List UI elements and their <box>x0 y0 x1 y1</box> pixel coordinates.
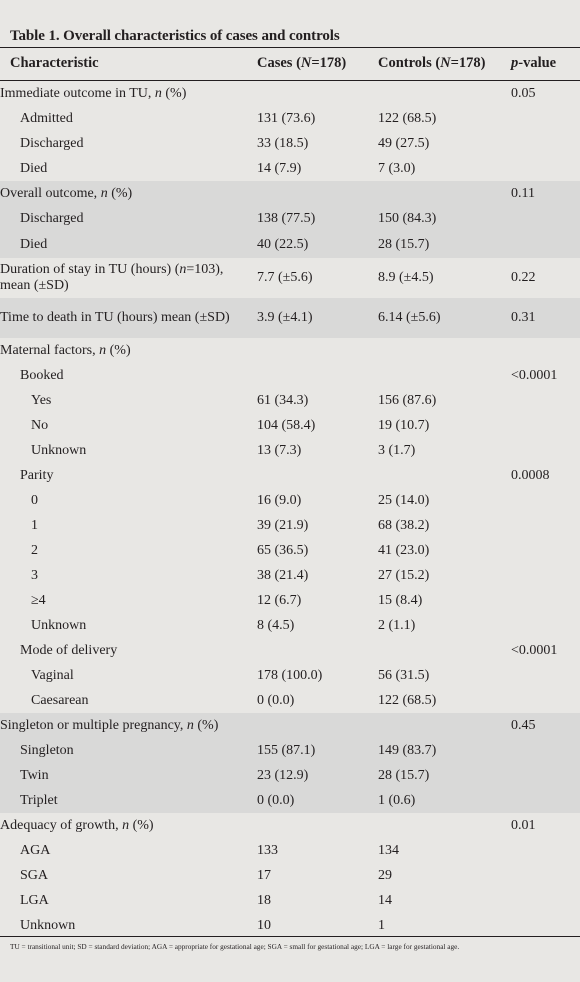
table-header <box>0 48 580 80</box>
p-value: 0.05 <box>511 85 536 101</box>
p-value <box>511 206 580 232</box>
row-label: 2 <box>31 542 38 558</box>
table-row <box>0 538 580 563</box>
cases-value: 14 (7.9) <box>257 160 302 176</box>
row-label: Discharged <box>20 135 84 151</box>
controls-value <box>378 363 511 388</box>
p-value <box>511 513 580 538</box>
p-value <box>511 338 580 363</box>
row-label: Booked <box>20 367 64 383</box>
p-value: 0.22 <box>511 270 536 285</box>
controls-value: 25 (14.0) <box>378 492 430 508</box>
table-title: Table 1. Overall characteristics of cases and controls <box>10 28 340 44</box>
controls-value <box>378 713 511 738</box>
controls-value: 7 (3.0) <box>378 160 416 176</box>
row-label: Mode of delivery <box>20 642 118 658</box>
controls-value: 3 (1.7) <box>378 442 416 458</box>
controls-value: 28 (15.7) <box>378 237 430 252</box>
table-row <box>0 298 580 338</box>
table-row <box>0 638 580 663</box>
p-value <box>511 738 580 763</box>
header-cases: Cases (N=178) <box>257 55 347 71</box>
table-row <box>0 513 580 538</box>
p-value <box>511 538 580 563</box>
controls-value: 150 (84.3) <box>378 211 437 226</box>
controls-value: 49 (27.5) <box>378 135 430 151</box>
table-row <box>0 438 580 463</box>
p-value: 0.45 <box>511 717 536 733</box>
controls-value: 29 <box>378 867 392 883</box>
cases-value <box>257 363 378 388</box>
header-pvalue: p-value <box>511 55 557 71</box>
cases-value <box>257 713 378 738</box>
p-value: <0.0001 <box>511 642 558 658</box>
row-label: Discharged <box>20 211 84 226</box>
controls-value: 28 (15.7) <box>378 767 430 783</box>
table-row <box>0 413 580 438</box>
table-row <box>0 863 580 888</box>
p-value <box>511 588 580 613</box>
table-row <box>0 206 580 232</box>
table-row <box>0 613 580 638</box>
row-label: Singleton <box>20 742 74 758</box>
p-value <box>511 788 580 813</box>
table-row <box>0 788 580 813</box>
cases-value <box>257 638 378 663</box>
cases-value: 104 (58.4) <box>257 417 316 433</box>
row-label: Maternal factors, n (%) <box>0 342 131 358</box>
cases-value: 17 <box>257 867 271 883</box>
table-row <box>0 81 580 106</box>
table-row <box>0 388 580 413</box>
table-row <box>0 763 580 788</box>
p-value <box>511 563 580 588</box>
p-value <box>511 913 580 938</box>
table-row <box>0 813 580 838</box>
row-label: 0 <box>31 492 38 508</box>
row-label: Singleton or multiple pregnancy, n (%) <box>0 717 219 733</box>
cases-value: 18 <box>257 892 271 908</box>
table-row <box>0 232 580 258</box>
controls-value <box>378 813 511 838</box>
cases-value: 61 (34.3) <box>257 392 309 408</box>
cases-value: 33 (18.5) <box>257 135 309 151</box>
controls-value: 156 (87.6) <box>378 392 437 408</box>
p-value <box>511 232 580 258</box>
table-footnote: TU = transitional unit; SD = standard deviation; AGA = appropriate for gestational age; SGA = small for gestational age; LGA = large for gestational age. <box>10 942 460 951</box>
row-label: 3 <box>31 567 38 583</box>
cases-value: 8 (4.5) <box>257 617 295 633</box>
controls-value: 14 <box>378 892 392 908</box>
header-characteristic: Characteristic <box>10 55 99 71</box>
cases-value: 7.7 (±5.6) <box>257 270 313 285</box>
table-row <box>0 131 580 156</box>
cases-value: 13 (7.3) <box>257 442 302 458</box>
cases-value <box>257 463 378 488</box>
p-value: 0.01 <box>511 817 536 833</box>
controls-value: 56 (31.5) <box>378 667 430 683</box>
cases-value: 131 (73.6) <box>257 110 316 126</box>
row-label: Immediate outcome in TU, n (%) <box>0 85 187 101</box>
controls-value: 134 <box>378 842 399 858</box>
row-label: ≥4 <box>31 592 46 608</box>
controls-value: 8.9 (±4.5) <box>378 270 434 285</box>
p-value <box>511 613 580 638</box>
cases-value: 10 <box>257 917 271 933</box>
row-label: No <box>31 417 49 433</box>
table-row <box>0 363 580 388</box>
table-row <box>0 156 580 181</box>
controls-value <box>378 181 511 206</box>
controls-value: 122 (68.5) <box>378 110 437 126</box>
cases-value: 65 (36.5) <box>257 542 309 558</box>
row-label: Died <box>20 160 48 176</box>
p-value <box>511 488 580 513</box>
table-row <box>0 258 580 298</box>
row-label: SGA <box>20 867 49 883</box>
row-label: Admitted <box>20 110 73 126</box>
table-row <box>0 838 580 863</box>
table-row <box>0 563 580 588</box>
p-value <box>511 663 580 688</box>
p-value: 0.11 <box>511 185 535 201</box>
p-value <box>511 863 580 888</box>
controls-value: 19 (10.7) <box>378 417 430 433</box>
table-row <box>0 688 580 713</box>
cases-value: 0 (0.0) <box>257 692 295 708</box>
cases-value: 133 <box>257 842 278 858</box>
p-value <box>511 106 580 131</box>
table-row <box>0 888 580 913</box>
p-value <box>511 413 580 438</box>
cases-value <box>257 181 378 206</box>
characteristics-table <box>0 81 580 938</box>
row-label: AGA <box>20 842 51 858</box>
row-label: Vaginal <box>31 667 74 683</box>
row-label: Duration of stay in TU (hours) (n=103), mean (±SD) <box>0 262 224 293</box>
cases-value <box>257 81 378 106</box>
cases-value <box>257 338 378 363</box>
p-value <box>511 888 580 913</box>
cases-value: 12 (6.7) <box>257 592 302 608</box>
p-value: 0.0008 <box>511 467 550 483</box>
row-label: Died <box>20 237 48 252</box>
controls-value: 27 (15.2) <box>378 567 430 583</box>
table-row <box>0 181 580 206</box>
table-row <box>0 106 580 131</box>
controls-value <box>378 638 511 663</box>
table-row <box>0 463 580 488</box>
controls-value: 2 (1.1) <box>378 617 416 633</box>
controls-value: 1 <box>378 917 385 933</box>
row-label: Parity <box>20 467 54 483</box>
row-label: Time to death in TU (hours) mean (±SD) <box>0 310 230 325</box>
p-value <box>511 438 580 463</box>
controls-value <box>378 81 511 106</box>
row-label: Adequacy of growth, n (%) <box>0 817 154 833</box>
row-label: Caesarean <box>31 692 89 708</box>
row-label: Twin <box>20 767 49 783</box>
table-row <box>0 713 580 738</box>
table-row <box>0 338 580 363</box>
table-row <box>0 488 580 513</box>
bottom-rule <box>0 936 580 937</box>
p-value: <0.0001 <box>511 367 558 383</box>
table-row <box>0 588 580 613</box>
p-value <box>511 131 580 156</box>
cases-value: 155 (87.1) <box>257 742 316 758</box>
p-value <box>511 763 580 788</box>
row-label: Overall outcome, n (%) <box>0 185 133 201</box>
p-value <box>511 688 580 713</box>
row-label: 1 <box>31 517 38 533</box>
controls-value: 1 (0.6) <box>378 792 416 808</box>
controls-value: 122 (68.5) <box>378 692 437 708</box>
cases-value: 39 (21.9) <box>257 517 309 533</box>
cases-value: 178 (100.0) <box>257 667 323 683</box>
p-value <box>511 388 580 413</box>
cases-value: 3.9 (±4.1) <box>257 310 313 325</box>
row-label: LGA <box>20 892 49 908</box>
controls-value: 41 (23.0) <box>378 542 430 558</box>
cases-value: 23 (12.9) <box>257 767 309 783</box>
row-label: Unknown <box>31 617 87 633</box>
controls-value <box>378 338 511 363</box>
cases-value: 16 (9.0) <box>257 492 302 508</box>
cases-value: 138 (77.5) <box>257 211 316 226</box>
p-value <box>511 838 580 863</box>
controls-value: 15 (8.4) <box>378 592 423 608</box>
cases-value: 40 (22.5) <box>257 237 309 252</box>
table-row <box>0 663 580 688</box>
table-row <box>0 913 580 938</box>
cases-value: 0 (0.0) <box>257 792 295 808</box>
controls-value: 6.14 (±5.6) <box>378 310 441 325</box>
table-row <box>0 738 580 763</box>
row-label: Unknown <box>31 442 87 458</box>
row-label: Triplet <box>20 792 58 808</box>
header-controls: Controls (N=178) <box>378 55 486 71</box>
cases-value <box>257 813 378 838</box>
controls-value <box>378 463 511 488</box>
controls-value: 68 (38.2) <box>378 517 430 533</box>
row-label: Yes <box>31 392 52 408</box>
cases-value: 38 (21.4) <box>257 567 309 583</box>
controls-value: 149 (83.7) <box>378 742 437 758</box>
p-value <box>511 156 580 181</box>
p-value: 0.31 <box>511 310 536 325</box>
row-label: Unknown <box>20 917 76 933</box>
